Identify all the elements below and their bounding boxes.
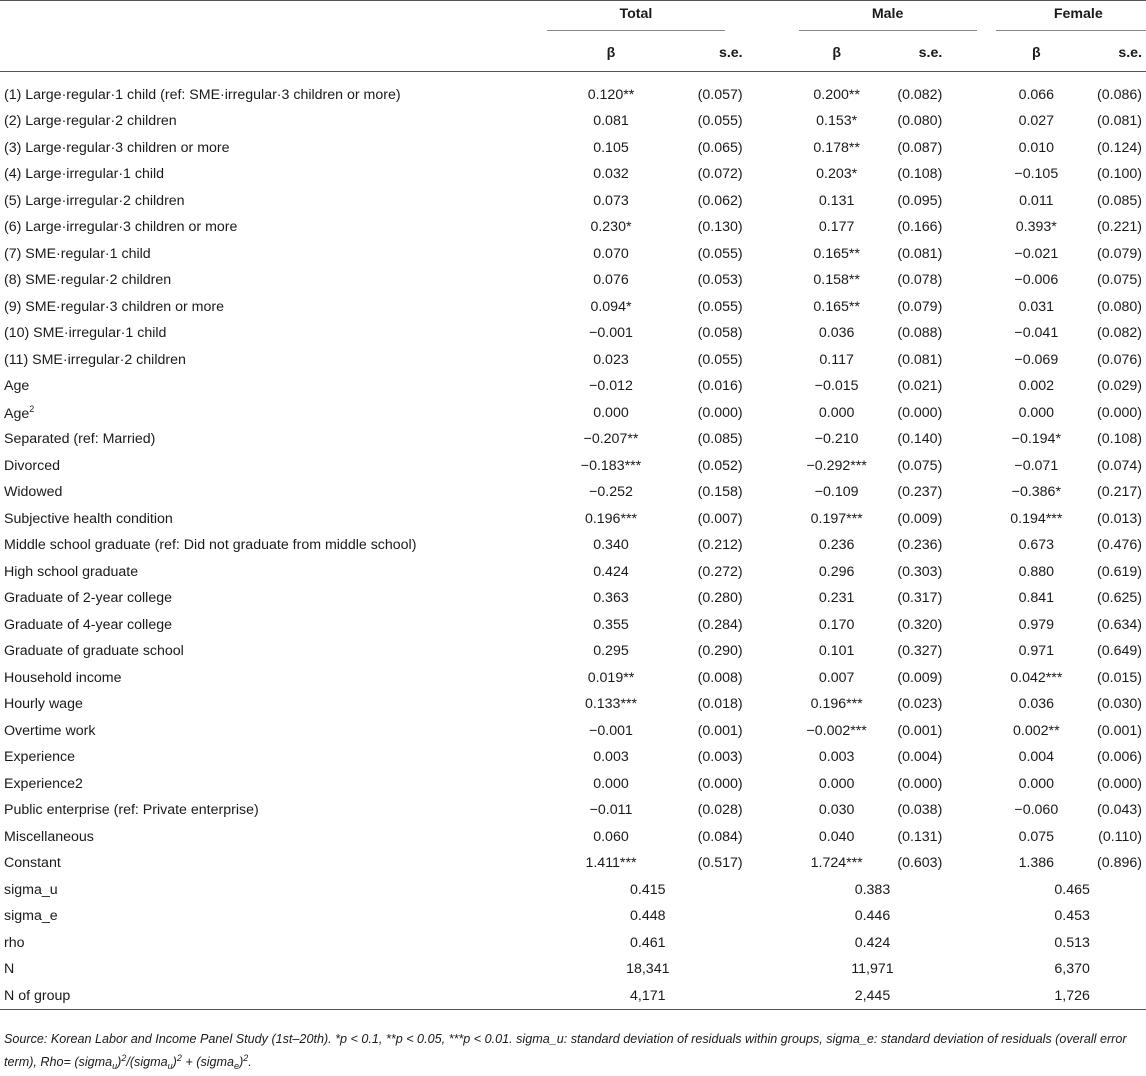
- row-label: Graduate of 4-year college: [4, 616, 172, 633]
- stat-row: [0, 983, 1146, 1010]
- se-male: (0.166): [897, 219, 943, 236]
- beta-female: 1.386: [1018, 855, 1055, 872]
- beta-total: 0.355: [593, 616, 629, 633]
- group-header-male: Male: [871, 5, 904, 22]
- se-male: (0.082): [897, 87, 943, 103]
- stat-female: 0.513: [1054, 934, 1090, 951]
- row-label: Subjective health condition: [4, 510, 173, 527]
- se-male: (0.080): [897, 113, 943, 130]
- beta-female: 0.841: [1018, 590, 1055, 607]
- table-row: [0, 400, 1146, 427]
- row-label: Middle school graduate (ref: Did not graduate from middle school): [4, 537, 417, 554]
- table-row: [0, 744, 1146, 771]
- beta-total: 0.424: [593, 563, 629, 580]
- beta-female: 0.194***: [1010, 510, 1063, 527]
- se-female: (0.625): [1097, 590, 1142, 607]
- beta-female: −0.006: [1014, 272, 1059, 289]
- beta-total: −0.183***: [580, 457, 642, 474]
- se-male: (0.327): [897, 643, 943, 660]
- beta-female: 0.010: [1018, 139, 1055, 156]
- se-male: (0.079): [897, 298, 943, 315]
- se-total: (0.001): [697, 722, 743, 739]
- beta-female: 0.971: [1018, 643, 1055, 660]
- table-row: [0, 691, 1146, 718]
- stat-male: 11,971: [851, 961, 894, 978]
- se-male: (0.081): [897, 351, 943, 368]
- beta-total: 0.295: [593, 643, 629, 660]
- se-male: (0.021): [897, 378, 943, 395]
- table-row: [0, 320, 1146, 347]
- stat-label: N: [4, 961, 15, 978]
- row-label: Hourly wage: [4, 696, 83, 713]
- table-row: [0, 638, 1146, 665]
- se-female: (0.001): [1097, 722, 1142, 739]
- row-label: (8) SME·regular·2 children: [4, 272, 172, 289]
- beta-female: 0.002: [1018, 378, 1055, 395]
- se-male: (0.000): [897, 404, 943, 421]
- beta-male: 0.003: [818, 749, 855, 766]
- beta-total: 0.060: [593, 828, 629, 845]
- beta-female: −0.105: [1014, 166, 1059, 183]
- row-label: Public enterprise (ref: Private enterprise): [4, 802, 259, 819]
- beta-female: −0.021: [1014, 245, 1059, 262]
- table-row: [0, 214, 1146, 241]
- stat-male: 0.383: [854, 881, 891, 898]
- se-total: (0.007): [697, 510, 743, 527]
- se-female: (0.217): [1097, 484, 1142, 501]
- beta-male: 0.165**: [813, 298, 860, 315]
- stat-total: 0.415: [630, 881, 666, 898]
- beta-female: −0.060: [1014, 802, 1059, 819]
- se-female: (0.634): [1097, 616, 1142, 633]
- beta-female: −0.041: [1014, 325, 1059, 342]
- beta-female: 0.036: [1018, 696, 1055, 713]
- se-total: (0.000): [697, 775, 743, 792]
- beta-male: 0.036: [818, 325, 855, 342]
- beta-female: 0.027: [1018, 113, 1055, 130]
- se-female: (0.006): [1097, 749, 1142, 766]
- beta-female: 0.000: [1018, 775, 1055, 792]
- beta-male: 0.177: [818, 219, 855, 236]
- beta-female: 0.042***: [1010, 669, 1063, 686]
- row-label: Constant: [4, 855, 61, 872]
- se-male: (0.081): [897, 245, 943, 262]
- se-female: (0.108): [1097, 431, 1142, 448]
- beta-male: 0.196***: [810, 696, 863, 713]
- beta-total: −0.001: [589, 325, 633, 342]
- table-row: [0, 135, 1146, 162]
- table-row: [0, 559, 1146, 586]
- stat-total: 0.461: [630, 934, 666, 951]
- se-total: (0.158): [697, 484, 743, 501]
- se-total: (0.000): [697, 404, 743, 421]
- row-label: (9) SME·regular·3 children or more: [4, 298, 224, 315]
- se-male: (0.108): [897, 166, 943, 183]
- table-row: [0, 585, 1146, 612]
- table-row: [0, 241, 1146, 268]
- table-row: [0, 612, 1146, 639]
- beta-male: −0.292***: [806, 457, 867, 474]
- beta-total: 0.196***: [584, 510, 638, 527]
- stat-row: [0, 903, 1146, 930]
- se-male: (0.320): [897, 616, 943, 633]
- col-header-se-total: s.e.: [718, 45, 743, 61]
- beta-female: 0.002**: [1013, 722, 1060, 739]
- beta-female: 0.673: [1018, 537, 1055, 554]
- beta-male: −0.210: [814, 431, 859, 448]
- se-female: (0.076): [1097, 351, 1142, 368]
- se-total: (0.055): [697, 245, 743, 262]
- beta-female: 0.011: [1019, 192, 1054, 209]
- stat-male: 0.446: [854, 908, 891, 925]
- table-row: [0, 479, 1146, 506]
- stat-label: rho: [4, 934, 25, 951]
- se-total: (0.018): [697, 696, 743, 713]
- row-label: Household income: [4, 669, 122, 686]
- table-row: [0, 506, 1146, 533]
- summary-stat-rows: [0, 877, 1146, 1010]
- se-total: (0.084): [697, 828, 743, 845]
- stat-row: [0, 956, 1146, 983]
- stat-label: sigma_e: [4, 908, 58, 925]
- se-male: (0.075): [897, 457, 943, 474]
- group-header-total: Total: [619, 5, 653, 22]
- se-total: (0.280): [697, 590, 743, 607]
- se-total: (0.130): [697, 219, 743, 236]
- row-label: High school graduate: [4, 563, 139, 580]
- se-male: (0.088): [897, 325, 943, 342]
- row-label: (3) Large·regular·3 children or more: [4, 139, 230, 156]
- se-female: (0.100): [1097, 166, 1142, 183]
- row-label: Overtime work: [4, 722, 96, 739]
- coefficient-rows: [0, 72, 1146, 877]
- se-male: (0.236): [897, 537, 943, 554]
- beta-total: 0.363: [593, 590, 629, 607]
- table-row: [0, 532, 1146, 559]
- se-female: (0.619): [1097, 563, 1142, 580]
- se-male: (0.317): [897, 590, 943, 607]
- beta-male: 0.165**: [813, 245, 860, 262]
- group-header-row: [0, 1, 1146, 35]
- se-male: (0.038): [897, 802, 943, 819]
- row-label: (5) Large·irregular·2 children: [4, 192, 185, 209]
- beta-female: 0.075: [1018, 828, 1055, 845]
- se-female: (0.015): [1097, 669, 1142, 686]
- se-total: (0.062): [697, 192, 743, 209]
- table-row: [0, 824, 1146, 851]
- table-footnote: Source: Korean Labor and Income Panel Study (1st–20th). *p < 0.1, **p < 0.05, ***p < 0.01. sigma_u: standard deviation of residuals within groups, sigma_e: standard deviation of residuals (overall error term), Rho= (sigma$_u$)$^2$/(sigma$_u$)$^2$ + (sigma$_e$)$^2$.: [4, 1032, 1127, 1071]
- se-total: (0.212): [697, 537, 743, 554]
- row-label: (6) Large·irregular·3 children or more: [4, 219, 238, 236]
- beta-female: 0.880: [1018, 563, 1055, 580]
- se-total: (0.272): [697, 563, 743, 580]
- se-male: (0.023): [897, 696, 943, 713]
- row-label: Experience2: [4, 775, 83, 792]
- stat-total: 0.448: [630, 908, 666, 925]
- se-total: (0.028): [697, 802, 743, 819]
- col-header-se-male: s.e.: [918, 45, 943, 61]
- row-label: Miscellaneous: [4, 828, 94, 845]
- beta-male: 0.040: [818, 828, 855, 845]
- beta-total: 0.340: [593, 537, 629, 554]
- stat-total: 4,171: [630, 987, 666, 1004]
- table-row: [0, 347, 1146, 374]
- beta-female: −0.194*: [1011, 431, 1061, 448]
- beta-total: 0.032: [593, 166, 629, 183]
- se-female: (0.029): [1097, 378, 1142, 395]
- beta-female: −0.071: [1014, 457, 1059, 474]
- stat-row: [0, 877, 1146, 904]
- beta-male: −0.002***: [806, 722, 867, 739]
- se-female: (0.896): [1097, 855, 1142, 872]
- stat-label: N of group: [4, 987, 71, 1004]
- beta-male: 0.000: [818, 404, 855, 421]
- stat-male: 0.424: [854, 934, 891, 951]
- table-row: [0, 718, 1146, 745]
- se-female: (0.080): [1097, 298, 1142, 315]
- beta-male: 0.197***: [810, 510, 863, 527]
- table-row: [0, 188, 1146, 215]
- beta-female: 0.004: [1018, 749, 1055, 766]
- table-row: [0, 267, 1146, 294]
- beta-male: 0.178**: [813, 139, 860, 156]
- beta-male: 0.101: [818, 643, 855, 660]
- se-female: (0.075): [1097, 272, 1142, 289]
- se-total: (0.016): [697, 378, 743, 395]
- beta-female: 0.066: [1018, 87, 1055, 103]
- row-label: Age$^2$: [4, 403, 35, 422]
- beta-total: 1.411***: [585, 855, 637, 872]
- table-row: [0, 453, 1146, 480]
- se-total: (0.284): [697, 616, 743, 633]
- se-male: (0.237): [897, 484, 943, 501]
- col-header-beta-male: β: [832, 45, 841, 61]
- se-female: (0.221): [1097, 219, 1142, 236]
- se-total: (0.053): [697, 272, 743, 289]
- se-female: (0.013): [1097, 510, 1142, 527]
- stat-female: 0.465: [1054, 881, 1090, 898]
- beta-total: −0.012: [589, 378, 633, 395]
- stat-row: [0, 930, 1146, 957]
- se-female: (0.085): [1097, 192, 1142, 209]
- se-total: (0.055): [697, 351, 743, 368]
- row-label: Separated (ref: Married): [4, 431, 156, 448]
- se-total: (0.057): [697, 87, 743, 103]
- se-female: (0.649): [1097, 643, 1142, 660]
- beta-male: 0.007: [818, 669, 855, 686]
- table-row: [0, 426, 1146, 453]
- beta-total: 0.023: [593, 351, 629, 368]
- beta-female: 0.979: [1018, 616, 1055, 633]
- se-female: (0.043): [1097, 802, 1142, 819]
- se-female: (0.000): [1097, 404, 1142, 421]
- beta-total: 0.094*: [590, 298, 632, 315]
- se-female: (0.000): [1097, 775, 1142, 792]
- row-label: (10) SME·irregular·1 child: [4, 325, 167, 342]
- beta-male: 0.236: [818, 537, 855, 554]
- beta-total: 0.000: [593, 775, 629, 792]
- se-total: (0.072): [697, 166, 743, 183]
- beta-total: 0.120**: [587, 87, 635, 103]
- se-male: (0.303): [897, 563, 943, 580]
- beta-male: 0.131: [818, 192, 855, 209]
- stat-female: 0.453: [1054, 908, 1090, 925]
- beta-male: 1.724***: [810, 855, 863, 872]
- row-label: (2) Large·regular·2 children: [4, 113, 177, 130]
- se-female: (0.074): [1097, 457, 1142, 474]
- row-label: Experience: [4, 749, 75, 766]
- beta-female: −0.069: [1014, 351, 1059, 368]
- beta-female: 0.393*: [1015, 219, 1057, 236]
- beta-total: 0.073: [593, 192, 629, 209]
- se-male: (0.004): [897, 749, 943, 766]
- group-header-female: Female: [1053, 5, 1103, 22]
- beta-total: 0.081: [593, 113, 629, 130]
- se-female: (0.476): [1097, 537, 1142, 554]
- se-total: (0.290): [697, 643, 743, 660]
- se-male: (0.131): [897, 828, 943, 845]
- se-male: (0.000): [897, 775, 943, 792]
- beta-total: −0.252: [589, 484, 633, 501]
- se-male: (0.095): [897, 192, 943, 209]
- beta-female: −0.386*: [1011, 484, 1061, 501]
- table-row: [0, 771, 1146, 798]
- se-total: (0.055): [697, 298, 743, 315]
- beta-male: 0.200**: [813, 87, 860, 103]
- beta-total: 0.133***: [584, 696, 638, 713]
- col-header-beta-total: β: [606, 45, 616, 61]
- se-male: (0.009): [897, 510, 943, 527]
- beta-total: 0.230*: [590, 219, 632, 236]
- beta-total: 0.019**: [587, 669, 635, 686]
- table-row: [0, 665, 1146, 692]
- se-female: (0.081): [1097, 113, 1142, 130]
- beta-total: 0.000: [593, 404, 629, 421]
- beta-total: −0.001: [589, 722, 633, 739]
- se-total: (0.008): [697, 669, 743, 686]
- row-label: (4) Large·irregular·1 child: [4, 166, 165, 183]
- table-row: [0, 72, 1146, 108]
- se-total: (0.058): [697, 325, 743, 342]
- table-row: [0, 797, 1146, 824]
- row-label: Widowed: [4, 484, 63, 501]
- row-label: (1) Large·regular·1 child (ref: SME·irregular·3 children or more): [4, 87, 401, 103]
- se-male: (0.009): [897, 669, 943, 686]
- beta-male: 0.000: [818, 775, 855, 792]
- se-female: (0.110): [1098, 828, 1142, 845]
- beta-male: 0.231: [818, 590, 855, 607]
- se-male: (0.603): [897, 855, 943, 872]
- beta-male: 0.030: [818, 802, 855, 819]
- table-row: [0, 850, 1146, 877]
- se-male: (0.140): [897, 431, 943, 448]
- se-total: (0.065): [697, 139, 743, 156]
- se-total: (0.085): [697, 431, 743, 448]
- stat-label: sigma_u: [4, 881, 58, 898]
- row-label: Age: [4, 378, 30, 395]
- beta-total: 0.076: [593, 272, 629, 289]
- table-row: [0, 108, 1146, 135]
- beta-total: 0.070: [593, 245, 629, 262]
- se-female: (0.030): [1097, 696, 1142, 713]
- beta-male: −0.015: [814, 378, 859, 395]
- se-male: (0.001): [897, 722, 943, 739]
- se-female: (0.086): [1097, 87, 1142, 103]
- col-header-beta-female: β: [1031, 45, 1041, 61]
- beta-male: 0.117: [819, 351, 854, 368]
- se-total: (0.055): [697, 113, 743, 130]
- beta-male: 0.153*: [816, 113, 858, 130]
- se-female: (0.079): [1097, 245, 1142, 262]
- stat-total: 18,341: [626, 961, 670, 978]
- stat-female: 1,726: [1054, 987, 1090, 1004]
- row-label: (11) SME·irregular·2 children: [4, 351, 186, 368]
- row-label: Graduate of 2-year college: [4, 590, 172, 607]
- table-row: [0, 294, 1146, 321]
- se-male: (0.078): [897, 272, 943, 289]
- col-header-se-female: s.e.: [1118, 45, 1142, 61]
- beta-total: 0.105: [593, 139, 629, 156]
- row-label: (7) SME·regular·1 child: [4, 245, 151, 262]
- se-total: (0.517): [697, 855, 743, 872]
- se-female: (0.124): [1097, 139, 1142, 156]
- table-row: [0, 161, 1146, 188]
- beta-female: 0.000: [1018, 404, 1055, 421]
- beta-total: −0.207**: [583, 431, 639, 448]
- stat-female: 6,370: [1054, 961, 1090, 978]
- beta-total: 0.003: [593, 749, 629, 766]
- se-female: (0.082): [1097, 325, 1142, 342]
- beta-male: −0.109: [814, 484, 859, 501]
- row-label: Divorced: [4, 457, 60, 474]
- se-total: (0.052): [697, 457, 743, 474]
- beta-male: 0.158**: [813, 272, 860, 289]
- se-total: (0.003): [697, 749, 743, 766]
- beta-female: 0.031: [1018, 298, 1055, 315]
- beta-male: 0.170: [818, 616, 855, 633]
- beta-male: 0.296: [818, 563, 855, 580]
- beta-male: 0.203*: [816, 166, 858, 183]
- se-male: (0.087): [897, 139, 943, 156]
- stat-male: 2,445: [854, 987, 891, 1004]
- table-row: [0, 373, 1146, 400]
- row-label: Graduate of graduate school: [4, 643, 184, 660]
- beta-total: −0.011: [589, 802, 633, 819]
- column-header-row: [0, 35, 1146, 72]
